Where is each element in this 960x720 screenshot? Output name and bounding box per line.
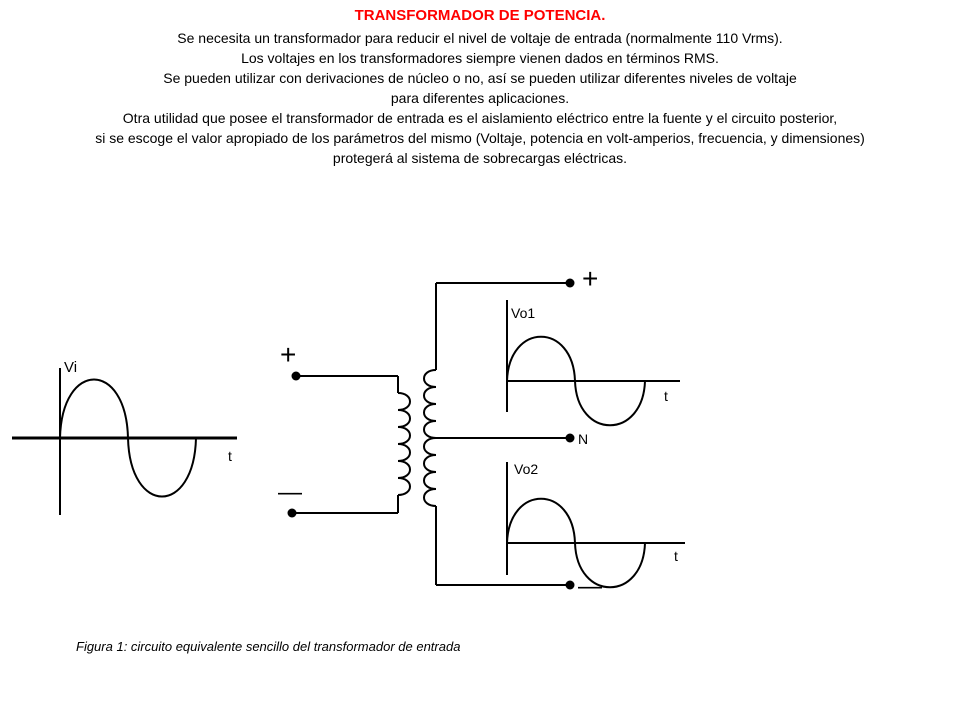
paragraph-line: Se necesita un transformador para reducir el nivel de voltaje de entrada (normalmente 110 Vrms).	[177, 30, 783, 46]
paragraph-line: Los voltajes en los transformadores siempre vienen dados en términos RMS.	[241, 50, 719, 66]
figure-caption: Figura 1: circuito equivalente sencillo del transformador de entrada	[76, 639, 461, 654]
vi-label: Vi	[64, 359, 78, 376]
neutral-label: N	[578, 431, 589, 447]
neutral-terminal	[566, 434, 575, 443]
input-plus-terminal	[292, 372, 301, 381]
vo2-label: Vo2	[514, 461, 539, 477]
paragraph-line: para diferentes aplicaciones.	[390, 90, 570, 106]
input-minus-terminal	[288, 509, 297, 518]
vo1-label: Vo1	[511, 305, 536, 321]
input-plus-sign: +	[280, 339, 297, 370]
vo1-t-label: t	[664, 388, 668, 404]
paragraph-line: protegerá al sistema de sobrecargas eléctricas.	[332, 150, 628, 166]
paragraph-line: Se pueden utilizar con derivaciones de núcleo o no, así se pueden utilizar diferentes niveles de voltaje	[163, 70, 797, 86]
primary-coil	[398, 393, 410, 495]
output-minus-sign: —	[578, 573, 602, 600]
secondary-coil	[424, 370, 436, 506]
vo2-t-label: t	[674, 548, 678, 564]
paragraph-line: Otra utilidad que posee el transformador de entrada es el aislamiento eléctrico entre la fuente y el circuito posterior,	[122, 110, 838, 126]
output-plus-sign: +	[582, 263, 599, 294]
vi-t-label: t	[228, 448, 232, 464]
input-minus-sign: —	[278, 479, 302, 506]
output-plus-terminal	[566, 279, 575, 288]
output-minus-terminal	[566, 581, 575, 590]
paragraph-line: si se escoge el valor apropiado de los parámetros del mismo (Voltaje, potencia en volt-amperios, frecuencia, y dimensiones)	[95, 130, 865, 146]
page-title: TRANSFORMADOR DE POTENCIA.	[354, 7, 606, 24]
